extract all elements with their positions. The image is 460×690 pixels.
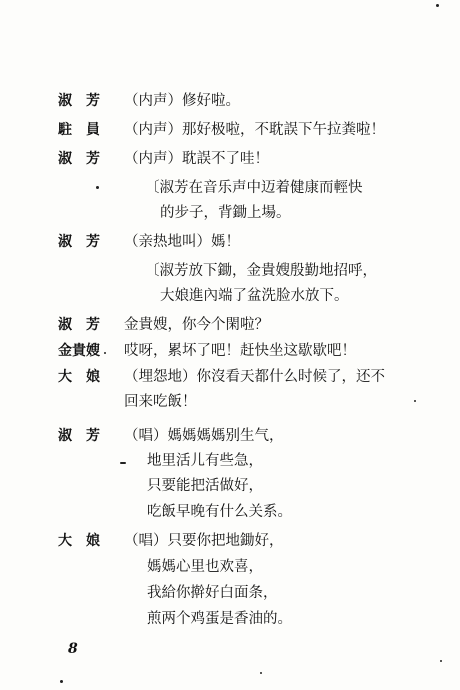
scan-speck [120,462,126,464]
speaker-name: 淑 芳 [58,317,100,333]
dialogue-text: （埋怨地）你沒看天都什么时候了，还不 [124,369,385,385]
dialogue-text: （内声）那好极啦，不耽誤下午拉粪啦！ [124,122,385,138]
dialogue-text: （唱）媽媽媽媽别生气， [124,428,284,444]
verse-text: 吃飯早晚有什么关系。 [147,504,292,520]
scan-speck [96,186,99,189]
stage-direction-text: 〔淑芳在音乐声中迈着健康而輕快 [145,180,363,196]
speaker-name: 大 娘 [58,533,100,549]
scan-speck [436,4,439,7]
speaker-name: 淑 芳 [58,151,100,167]
dialogue-text: （亲热地叫）媽！ [124,234,240,250]
scan-speck [60,680,63,683]
dialogue-text: 金貴嫂，你今个閑啦？ [124,317,269,333]
stage-direction-text: 〔淑芳放下鋤，金貴嫂殷勤地招呼， [145,263,377,279]
speaker-name: 淑 芳 [58,234,100,250]
verse-text: 我給你擀好白面条， [147,585,278,601]
page-number: 8 [68,641,78,657]
verse-text: 地里活儿有些急， [147,453,263,469]
speaker-name: 淑 芳 [58,428,100,444]
scan-speck [104,352,106,354]
scan-speck [260,672,262,674]
dialogue-text: 哎呀，累坏了吧！赶快坐这歇歇吧！ [124,343,356,359]
scan-speck [414,400,416,402]
dialogue-text: （唱）只要你把地鋤好， [124,533,284,549]
speaker-name: 金貴嫂 [58,343,100,359]
verse-text: 媽媽心里也欢喜， [147,559,263,575]
speaker-name: 駐 員 [58,122,100,138]
stage-direction-text: 的步子，背鋤上場。 [160,205,291,221]
dialogue-text: （内声）修好啦。 [124,93,240,109]
speaker-name: 大 娘 [58,369,100,385]
dialogue-text: 回来吃飯！ [124,394,197,410]
speaker-name: 淑 芳 [58,93,100,109]
scan-speck [440,660,442,662]
verse-text: 只要能把活做好， [147,478,263,494]
dialogue-text: （内声）耽誤不了哇！ [124,151,269,167]
verse-text: 煎两个鸡蛋是香油的。 [147,611,292,627]
stage-direction-text: 大娘進內端了盆洗脸水放下。 [160,288,349,304]
